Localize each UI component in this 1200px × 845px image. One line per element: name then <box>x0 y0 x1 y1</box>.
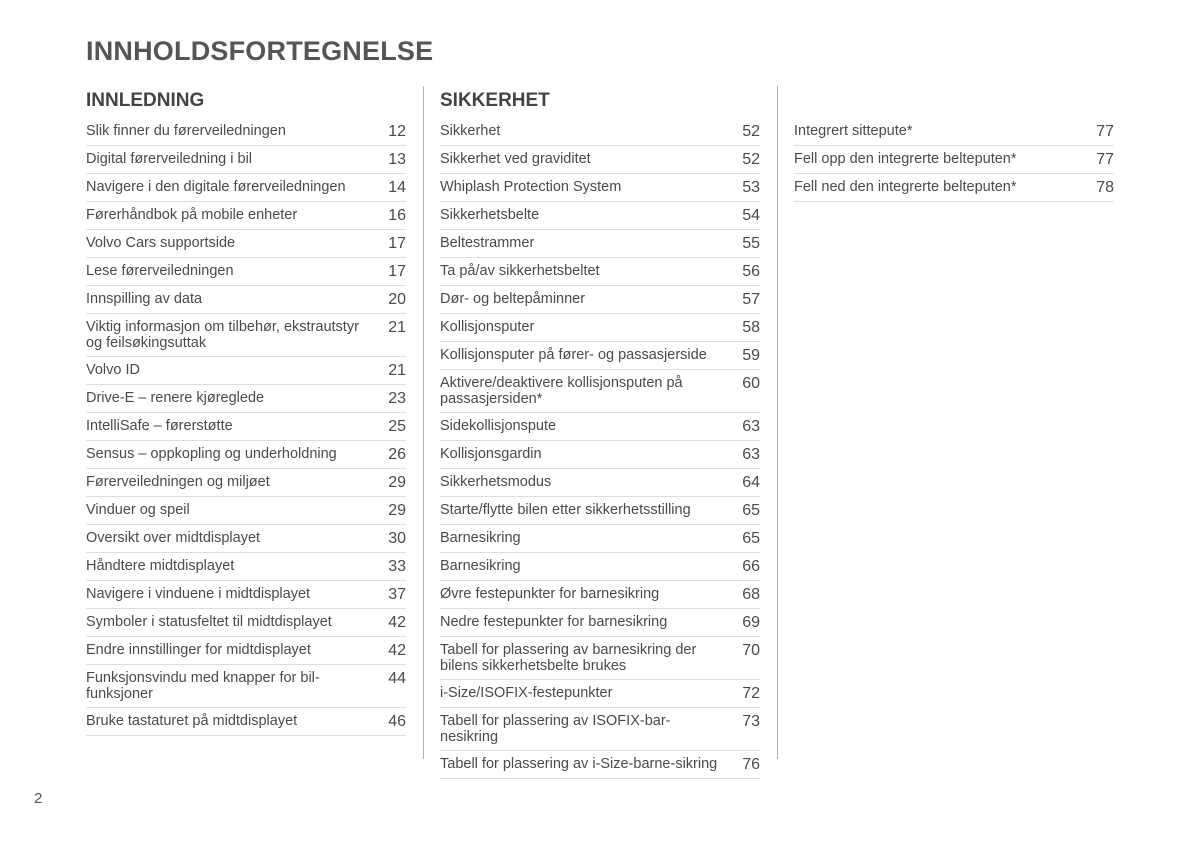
toc-entry[interactable] <box>86 637 406 665</box>
toc-entry[interactable] <box>440 553 760 581</box>
toc-entry-page: 77 <box>1096 151 1114 168</box>
toc-entry[interactable] <box>440 708 760 751</box>
toc-entry-page: 26 <box>388 446 406 463</box>
toc-entry[interactable] <box>440 314 760 342</box>
toc-column-innledning <box>86 86 406 736</box>
toc-entry-page: 21 <box>388 362 406 379</box>
toc-entry-label: Beltestrammer <box>440 235 535 251</box>
toc-entry-page: 69 <box>742 614 760 631</box>
toc-entry-page: 23 <box>388 390 406 407</box>
toc-entry-page: 21 <box>388 319 406 336</box>
toc-entry-page: 55 <box>742 235 760 252</box>
toc-entry[interactable] <box>440 370 760 413</box>
toc-entry-label: Sikkerhet ved graviditet <box>440 151 591 167</box>
toc-entry[interactable] <box>440 751 760 779</box>
toc-entry-page: 65 <box>742 502 760 519</box>
toc-entry-page: 64 <box>742 474 760 491</box>
toc-entry-label: Lese førerveiledningen <box>86 263 234 279</box>
toc-entry[interactable] <box>86 609 406 637</box>
toc-entry-label: Integrert sittepute* <box>794 123 913 139</box>
toc-entry-label: Starte/flytte bilen etter sikkerhetsstilling <box>440 502 691 518</box>
toc-entry[interactable] <box>86 665 406 708</box>
toc-entry-page: 33 <box>388 558 406 575</box>
toc-entry-page: 66 <box>742 558 760 575</box>
toc-entry-label: Dør- og beltepåminner <box>440 291 586 307</box>
toc-entry[interactable] <box>440 680 760 708</box>
toc-entry-label: Sidekollisjonspute <box>440 418 557 434</box>
toc-entry-label: Navigere i den digitale førerveiledningen <box>86 179 346 195</box>
toc-entry[interactable] <box>440 230 760 258</box>
toc-entry-page: 58 <box>742 319 760 336</box>
toc-entry-label: Barnesikring <box>440 558 521 574</box>
toc-entry-label: Symboler i statusfeltet til midtdisplayet <box>86 614 332 630</box>
toc-entry-label: Sikkerhetsbelte <box>440 207 540 223</box>
toc-entry-label: Fell opp den integrerte belteputen* <box>794 151 1017 167</box>
page-title: INNHOLDSFORTEGNELSE <box>86 36 434 66</box>
toc-column-continued <box>794 118 1114 202</box>
toc-entry-page: 56 <box>742 263 760 280</box>
toc-entry[interactable] <box>86 258 406 286</box>
toc-entry-label: Nedre festepunkter for barnesikring <box>440 614 668 630</box>
toc-entry-label: Digital førerveiledning i bil <box>86 151 253 167</box>
toc-entry-page: 17 <box>388 235 406 252</box>
toc-entry-page: 13 <box>388 151 406 168</box>
toc-entry-page: 76 <box>742 756 760 773</box>
toc-entry-label: Førerveiledningen og miljøet <box>86 474 270 490</box>
toc-entry-page: 44 <box>388 670 406 687</box>
toc-entry-label: Kollisjonsputer på fører- og passasjerside <box>440 347 707 363</box>
toc-entry-label: Tabell for plassering av i-Size-barne-sikring <box>440 756 718 772</box>
toc-entry-page: 14 <box>388 179 406 196</box>
toc-entry[interactable] <box>440 609 760 637</box>
toc-entry[interactable] <box>440 118 760 146</box>
toc-entry-page: 73 <box>742 713 760 730</box>
toc-entry[interactable] <box>440 258 760 286</box>
toc-column-sikkerhet <box>440 86 760 779</box>
toc-entry[interactable] <box>86 553 406 581</box>
toc-entry[interactable] <box>440 342 760 370</box>
toc-entry-page: 63 <box>742 418 760 435</box>
toc-entry[interactable] <box>86 469 406 497</box>
toc-entry-page: 72 <box>742 685 760 702</box>
toc-entry[interactable] <box>440 441 760 469</box>
toc-entry[interactable] <box>86 314 406 357</box>
toc-entry-page: 65 <box>742 530 760 547</box>
toc-entry[interactable] <box>440 174 760 202</box>
toc-entry[interactable] <box>794 146 1114 174</box>
toc-entry-label: Viktig informasjon om tilbehør, ekstrautstyr og feilsøkingsuttak <box>86 319 359 351</box>
toc-entry-page: 37 <box>388 586 406 603</box>
toc-entry-label: Funksjonsvindu med knapper for bil-funksjoner <box>86 670 320 702</box>
toc-entry-label: Sikkerhet <box>440 123 501 139</box>
toc-entry[interactable] <box>86 202 406 230</box>
toc-entry[interactable] <box>86 230 406 258</box>
toc-entry[interactable] <box>794 118 1114 146</box>
toc-entry-label: IntelliSafe – førerstøtte <box>86 418 233 434</box>
toc-entry-label: Drive-E – renere kjøreglede <box>86 390 265 406</box>
toc-entry-label: Øvre festepunkter for barnesikring <box>440 586 660 602</box>
toc-entry-page: 42 <box>388 614 406 631</box>
toc-entry-label: Aktivere/deaktivere kollisjonsputen på passasjersiden* <box>440 375 683 407</box>
toc-entry-label: Whiplash Protection System <box>440 179 622 195</box>
toc-entry-label: Volvo ID <box>86 362 140 378</box>
toc-entry[interactable] <box>440 497 760 525</box>
column-divider <box>423 86 424 759</box>
toc-entry-label: Volvo Cars supportside <box>86 235 236 251</box>
toc-entry[interactable] <box>440 637 760 680</box>
toc-entry-label: Kollisjonsgardin <box>440 446 542 462</box>
column-divider <box>777 86 778 759</box>
toc-entry[interactable] <box>440 469 760 497</box>
section-heading-sikkerhet: SIKKERHET <box>440 90 550 111</box>
toc-entry[interactable] <box>440 413 760 441</box>
toc-entry[interactable] <box>794 174 1114 202</box>
toc-entry[interactable] <box>440 146 760 174</box>
toc-entry-page: 29 <box>388 474 406 491</box>
toc-entry-label: Ta på/av sikkerhetsbeltet <box>440 263 600 279</box>
toc-entry-label: Slik finner du førerveiledningen <box>86 123 286 139</box>
page-number: 2 <box>34 790 43 807</box>
toc-entry-label: Tabell for plassering av ISOFIX-bar-nesikring <box>440 713 671 745</box>
toc-entry-page: 57 <box>742 291 760 308</box>
toc-list-innledning <box>86 118 406 736</box>
toc-list-sikkerhet <box>440 118 760 779</box>
toc-entry-page: 68 <box>742 586 760 603</box>
toc-entry[interactable] <box>440 202 760 230</box>
toc-entry[interactable] <box>440 581 760 609</box>
toc-entry[interactable] <box>86 708 406 736</box>
section-heading-innledning: INNLEDNING <box>86 90 205 111</box>
toc-entry[interactable] <box>86 174 406 202</box>
toc-entry-page: 77 <box>1096 123 1114 140</box>
toc-entry-label: Førerhåndbok på mobile enheter <box>86 207 298 223</box>
toc-entry-page: 70 <box>742 642 760 659</box>
toc-entry-page: 17 <box>388 263 406 280</box>
toc-entry-page: 25 <box>388 418 406 435</box>
toc-entry-label: Fell ned den integrerte belteputen* <box>794 179 1017 195</box>
toc-entry-page: 60 <box>742 375 760 392</box>
toc-entry-page: 54 <box>742 207 760 224</box>
toc-entry-page: 78 <box>1096 179 1114 196</box>
toc-entry-page: 12 <box>388 123 406 140</box>
toc-entry-page: 16 <box>388 207 406 224</box>
toc-entry-label: Innspilling av data <box>86 291 203 307</box>
toc-entry-label: Håndtere midtdisplayet <box>86 558 235 574</box>
toc-entry[interactable] <box>86 497 406 525</box>
toc-entry-page: 20 <box>388 291 406 308</box>
toc-entry[interactable] <box>86 385 406 413</box>
toc-entry-label: Sikkerhetsmodus <box>440 474 552 490</box>
toc-entry[interactable] <box>440 525 760 553</box>
toc-entry-label: Bruke tastaturet på midtdisplayet <box>86 713 298 729</box>
toc-entry-label: Oversikt over midtdisplayet <box>86 530 261 546</box>
toc-entry-label: Navigere i vinduene i midtdisplayet <box>86 586 311 602</box>
toc-entry-page: 42 <box>388 642 406 659</box>
toc-entry[interactable] <box>86 286 406 314</box>
toc-entry[interactable] <box>86 357 406 385</box>
toc-list-continued <box>794 118 1114 202</box>
toc-entry-label: Tabell for plassering av barnesikring der bilens sikkerhetsbelte brukes <box>440 642 697 674</box>
toc-entry-page: 30 <box>388 530 406 547</box>
toc-entry[interactable] <box>86 441 406 469</box>
toc-entry[interactable] <box>440 286 760 314</box>
toc-entry-page: 53 <box>742 179 760 196</box>
toc-entry[interactable] <box>86 146 406 174</box>
toc-entry-page: 52 <box>742 151 760 168</box>
toc-entry-label: Vinduer og speil <box>86 502 190 518</box>
toc-entry[interactable] <box>86 581 406 609</box>
toc-entry[interactable] <box>86 118 406 146</box>
toc-entry-label: i-Size/ISOFIX-festepunkter <box>440 685 613 701</box>
toc-entry-label: Barnesikring <box>440 530 521 546</box>
toc-entry[interactable] <box>86 413 406 441</box>
toc-entry-page: 29 <box>388 502 406 519</box>
toc-entry-page: 46 <box>388 713 406 730</box>
toc-entry-label: Sensus – oppkopling og underholdning <box>86 446 337 462</box>
toc-entry-page: 63 <box>742 446 760 463</box>
toc-entry-page: 59 <box>742 347 760 364</box>
toc-entry-label: Endre innstillinger for midtdisplayet <box>86 642 311 658</box>
toc-entry[interactable] <box>86 525 406 553</box>
toc-entry-label: Kollisjonsputer <box>440 319 535 335</box>
toc-entry-page: 52 <box>742 123 760 140</box>
